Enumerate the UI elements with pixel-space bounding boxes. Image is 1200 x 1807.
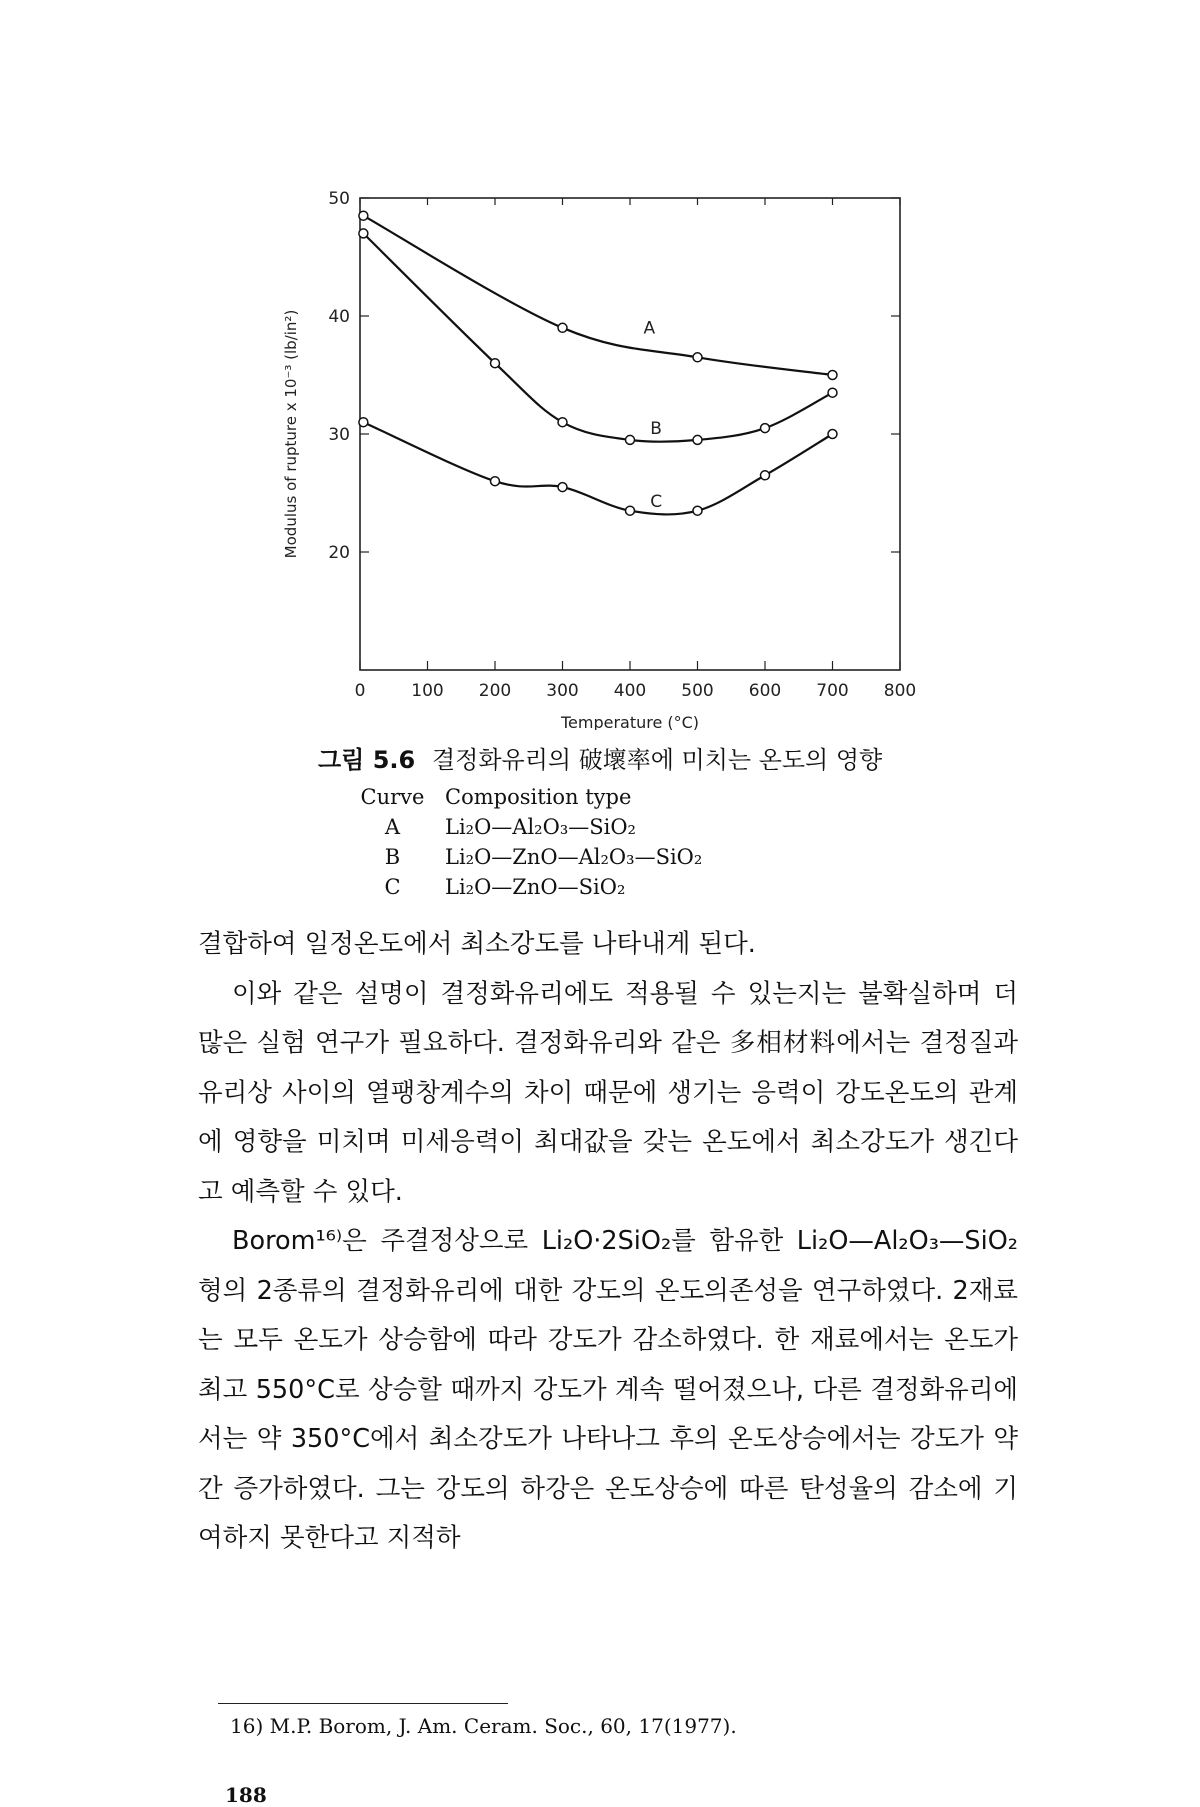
composition-type: Li₂O—Al₂O₃—SiO₂ — [445, 815, 636, 839]
data-point-c — [558, 483, 567, 492]
data-point-b — [693, 435, 702, 444]
figure-caption — [318, 740, 882, 775]
x-tick-label: 400 — [613, 681, 647, 701]
paragraph-2: 이와 같은 설명이 결정화유리에도 적용될 수 있는지는 불확실하며 더 많은 실험 연구가 필요하다. 결정화유리와 같은 多相材料에서는 결정질과 유리상 사이의 열팽창계수의 차이 때문에 생기는 응력이 강도온도의 관계에 영향을 미치며 미세응력이 최대값을 갖는 온도에서 최소강도가 생긴다고 예측할 수 있다. — [198, 978, 1018, 1207]
data-point-c — [626, 506, 635, 515]
data-point-c — [359, 418, 368, 427]
x-tick-label: 0 — [354, 681, 366, 701]
footnote-divider — [218, 1703, 508, 1704]
paragraph-1: 결합하여 일정온도에서 최소강도를 나타내게 된다. — [198, 929, 756, 959]
x-tick-label: 800 — [883, 681, 917, 701]
y-axis-label: Modulus of rupture x 10⁻³ (lb/in²) — [282, 309, 300, 559]
curve-id: B — [384, 845, 401, 869]
x-tick-label: 300 — [546, 681, 579, 701]
data-point-c — [491, 477, 500, 486]
figure-title: 결정화유리의 破壞率에 미치는 온도의 영향 — [431, 746, 883, 774]
x-tick-label: 700 — [816, 681, 849, 701]
x-axis-label: Temperature (°C) — [560, 713, 700, 730]
composition-header-row — [340, 782, 702, 812]
curve-header: Curve — [360, 785, 425, 809]
composition-type: Li₂O—ZnO—Al₂O₃—SiO₂ — [445, 845, 703, 869]
data-point-c — [761, 471, 770, 480]
data-point-b — [359, 229, 368, 238]
rupture-temperature-chart — [270, 180, 930, 730]
y-tick-label: 50 — [328, 189, 350, 209]
data-point-b — [626, 435, 635, 444]
series-line-a — [363, 216, 832, 375]
composition-row — [340, 812, 702, 842]
composition-table — [340, 782, 702, 902]
plot-border — [360, 198, 900, 670]
data-point-a — [828, 371, 837, 380]
x-tick-label: 100 — [411, 681, 444, 701]
data-point-c — [828, 430, 837, 439]
data-point-a — [693, 353, 702, 362]
x-tick-label: 600 — [748, 681, 782, 701]
composition-type: Li₂O—ZnO—SiO₂ — [445, 875, 626, 899]
composition-header: Composition type — [445, 785, 632, 809]
body-text — [198, 920, 1018, 1564]
data-point-b — [491, 359, 500, 368]
data-point-b — [828, 388, 837, 397]
curve-label-c: C — [650, 492, 663, 513]
series-line-b — [363, 233, 832, 441]
y-tick-label: 40 — [328, 307, 350, 327]
page-number: 188 — [225, 1783, 267, 1807]
data-point-b — [761, 424, 770, 433]
curve-label-b: B — [650, 419, 662, 439]
data-point-a — [558, 323, 567, 332]
figure-number: 그림 5.6 — [318, 746, 416, 774]
composition-row — [340, 872, 702, 902]
footnote: 16) M.P. Borom, J. Am. Ceram. Soc., 60, 17(1977). — [230, 1714, 737, 1738]
paragraph-3: Borom¹⁶⁾은 주결정상으로 Li₂O·2SiO₂를 함유한 Li₂O—Al₂O₃—SiO₂형의 2종류의 결정화유리에 대한 강도의 온도의존성을 연구하였다. 2재료는 모두 온도가 상승함에 따라 강도가 감소하였다. 한 재료에서는 온도가 최고 550°C로 상승할 때까지 강도가 계속 떨어졌으나, 다른 결정화유리에서는 약 350°C에서 최소강도가 나타나그 후의 온도상승에서는 강도가 약간 증가하였다. 그는 강도의 하강은 온도상승에 따른 탄성율의 감소에 기여하지 못한다고 지적하 — [198, 1226, 1018, 1553]
data-point-c — [693, 506, 702, 515]
curve-id: C — [384, 875, 401, 899]
x-tick-label: 500 — [681, 681, 714, 701]
composition-row — [340, 842, 702, 872]
curve-id: A — [384, 815, 401, 839]
data-point-b — [558, 418, 567, 427]
x-tick-label: 200 — [478, 681, 512, 701]
curve-label-a: A — [643, 318, 656, 339]
y-tick-label: 20 — [328, 543, 350, 563]
y-tick-label: 30 — [328, 425, 350, 445]
data-point-a — [359, 211, 368, 220]
